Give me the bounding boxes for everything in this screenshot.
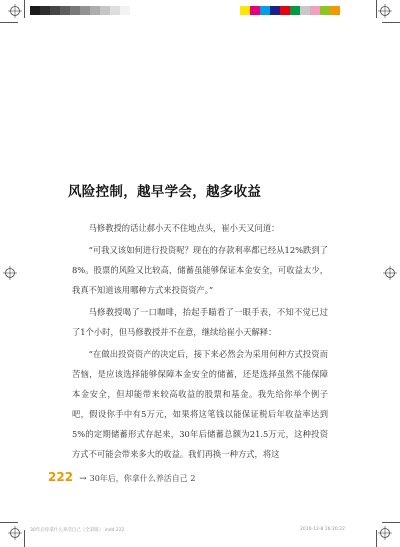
gray-swatch	[100, 6, 110, 15]
crop-mark-top-left	[24, 0, 25, 18]
color-swatch	[250, 6, 260, 15]
color-swatch	[300, 6, 310, 15]
gray-swatch	[120, 6, 130, 15]
page-footer	[48, 470, 195, 484]
color-swatch	[320, 6, 330, 15]
paragraph: 马修教授的话让郝小天不住地点头，崔小天又问道：	[88, 223, 280, 233]
crop-mark-top-right	[376, 0, 377, 18]
print-slug-timestamp: 2010-12-8 16:20:22	[300, 527, 345, 532]
crop-mark-bottom-left	[24, 530, 25, 547]
arrow-icon: →	[79, 474, 87, 484]
grayscale-calibration-bar	[30, 6, 130, 15]
crop-mark-bottom-left-h	[0, 522, 18, 523]
paragraph: “在做出投资资产的决定后，接下来必然会为采用何种方式投资而苦恼，是应该选择能够保障本金安全的储蓄，还是选择虽然不能保障本金安全，但却能带来较高收益的股票和基金。我先给你举个例子吧，假设你手中有5万元，如果将这笔钱以能保证税后年收益率达到5%的定期储蓄形式存起来，30年后储蓄总额为21.5万元，这种投资方式不可能会带来多大的收益。我们再换一种方式，将这	[72, 349, 328, 459]
registration-mark-bottom-right	[378, 526, 392, 540]
color-swatch	[260, 6, 270, 15]
color-swatch	[280, 6, 290, 15]
registration-mark-top-right	[378, 4, 392, 18]
paragraph: 马修教授喝了一口咖啡，抬起手瞄看了一眼手表，不知不觉已过了1个小时，但马修教授并不在意，继续给崔小天解释：	[72, 307, 328, 337]
color-swatch	[330, 6, 340, 15]
color-swatch	[270, 6, 280, 15]
color-swatch	[310, 6, 320, 15]
section-heading: 风险控制，越早学会，越多收益	[68, 184, 262, 200]
registration-mark-left	[3, 266, 17, 280]
gray-swatch	[80, 6, 90, 15]
registration-mark-bottom-left	[8, 526, 22, 540]
crop-mark-top-left-h	[0, 22, 18, 23]
running-book-title: 30年后，你拿什么养活自己 2	[89, 474, 196, 483]
color-swatch	[240, 6, 250, 15]
crop-mark-top-right-h	[382, 22, 400, 23]
registration-mark-top-left	[8, 4, 22, 18]
gray-swatch	[90, 6, 100, 15]
gray-swatch	[110, 6, 120, 15]
gray-swatch	[60, 6, 70, 15]
body-text	[72, 218, 328, 466]
color-calibration-bar	[240, 6, 340, 15]
gray-swatch	[30, 6, 40, 15]
color-swatch	[290, 6, 300, 15]
gray-swatch	[70, 6, 80, 15]
gray-swatch	[40, 6, 50, 15]
paragraph: “可我又该如何进行投资呢？现在的存款利率都已经从12%跌到了8%。股票的风险又比较高，储蓄虽能够保证本金安全，可收益太少，我真不知道该用哪种方式来投资资产。”	[72, 245, 328, 295]
print-slug-file: 30年后你拿什么养活自己（全彩版）.indd 222	[30, 528, 125, 533]
gray-swatch	[50, 6, 60, 15]
crop-mark-bottom-right-h	[382, 522, 400, 523]
registration-mark-right	[383, 266, 397, 280]
page-number: 222	[48, 470, 74, 484]
crop-mark-bottom-right	[376, 530, 377, 547]
